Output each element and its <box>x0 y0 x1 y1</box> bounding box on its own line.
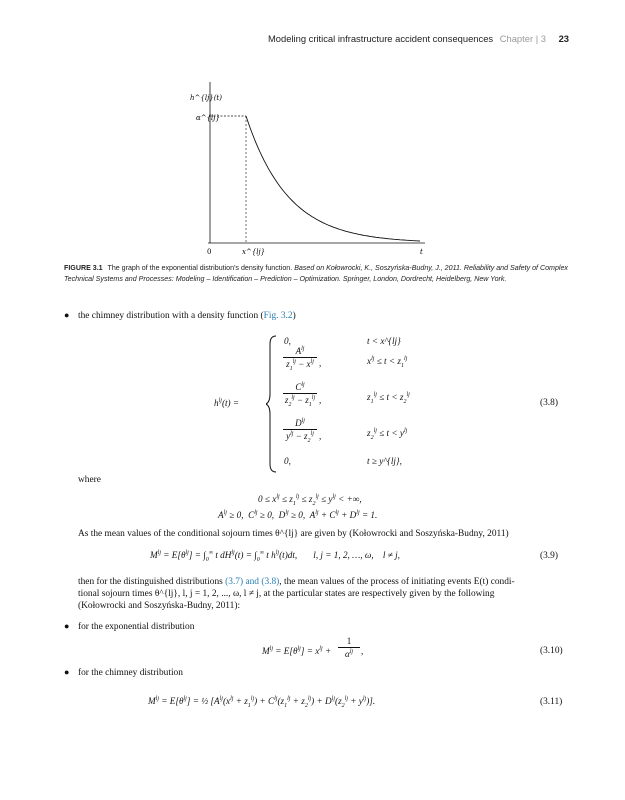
x-threshold-label: x^{lj} <box>242 248 266 256</box>
bullet-dot-1: ● <box>64 310 70 320</box>
eq310-number: (3.10) <box>540 646 563 656</box>
then-line-2: tional sojourn times θ^{lj}, l, j = 1, 2, ..., ω, l ≠ j, at the particular states are respectively given by the following <box>78 589 495 599</box>
where-label: where <box>78 475 101 485</box>
case4-condition: $z_2^{lj} \le t < y^{lj}$ <box>367 428 408 441</box>
eq39-number: (3.9) <box>540 551 558 561</box>
y-axis-label: h^{lj}(t) <box>190 94 222 102</box>
bullet-exponential: for the exponential distribution <box>78 622 195 632</box>
then-line-1: then for the distinguished distributions (3.7) and (3.8), the mean values of the process of initiating events E(t) condi- <box>78 577 515 587</box>
case5-value: 0, <box>284 456 291 466</box>
running-title: Modeling critical infrastructure accident consequences <box>268 33 494 44</box>
caption-label: FIGURE 3.1 <box>64 264 103 272</box>
figure-caption <box>64 263 570 285</box>
bullet-chimney-density: the chimney distribution with a density function (Fig. 3.2) <box>78 311 296 321</box>
exponential-density-figure <box>0 0 625 262</box>
bullet-dot-3: ● <box>64 667 70 677</box>
eq38-lhs: $h^{lj}(t)$ = <box>214 398 240 409</box>
eq311: $M^{lj} = E[\theta^{lj}]$ = ½ $[A^{lj}(x^{lj} + z_1^{lj}) + C^{lj}(z_1^{lj} + z_2^{lj}) + D^{lj}(z_2^{lj} + y^{lj})]$. <box>148 696 376 709</box>
eq311-number: (3.11) <box>540 697 563 707</box>
y-value-label: α^{lj} <box>196 114 220 122</box>
eq310: $M^{lj} = E[\theta^{lj}] = x^{lj}$ + <box>262 646 332 657</box>
eq38-brace <box>266 334 278 474</box>
case5-condition: t ≥ y^{lj}, <box>367 456 402 466</box>
case4-fraction: $D^{lj}$ $y^{lj} - z_2^{lj}$ <box>283 418 317 444</box>
case1-value: 0, <box>284 336 291 346</box>
page-number: 23 <box>558 33 569 44</box>
eq38-number: (3.8) <box>540 398 558 408</box>
exponential-curve <box>246 116 420 241</box>
mean-values-intro: As the mean values of the conditional sojourn times θ^{lj} are given by (Kołowrocki and Soszyńska-Budny, 2011) <box>78 529 509 539</box>
fig-3-2-link[interactable]: Fig. 3.2 <box>263 311 293 321</box>
x-origin-label: 0 <box>207 248 212 256</box>
case3-condition: $z_1^{lj} \le t < z_2^{lj}$ <box>367 392 410 405</box>
constraint-line-1: $0 \le x^{lj} \le z_1^{lj} \le z_2^{lj} \le y^{lj}$ < +∞, <box>258 494 362 507</box>
case2-condition: $x^{lj} \le t < z_1^{lj}$ <box>367 356 408 369</box>
then-line-3: (Kołowrocki and Soszyńska-Budny, 2011): <box>78 601 241 611</box>
case2-fraction: $A^{lj}$ $z_1^{lj} - x^{lj}$ <box>283 346 317 372</box>
eq-ref-link[interactable]: (3.7) and (3.8) <box>225 577 280 587</box>
eq310-fraction: 1 $\alpha^{lj}$ <box>338 636 360 659</box>
bullet-chimney: for the chimney distribution <box>78 668 183 678</box>
bullet-dot-2: ● <box>64 621 70 631</box>
caption-source: Based on Kołowrocki, K., Soszyńska-Budny, J., 2011. Reliability and Safety of Complex Technical Systems and Processes: Modeling – Identification – Prediction – Optimization. Springer, London, Dordrecht, Heidelberg, New York. <box>64 264 568 283</box>
constraint-line-2: $A^{lj} \ge 0$, $C^{lj} \ge 0$, $D^{lj} \ge 0$, $A^{lj} + C^{lj} + D^{lj} = 1$. <box>218 510 378 521</box>
chapter-label: Chapter | 3 <box>499 33 546 44</box>
caption-text: The graph of the exponential distribution's density function. <box>107 264 293 272</box>
case1-condition: t < x^{lj} <box>367 336 401 346</box>
eq39: $M^{lj} = E[\theta^{lj}] = \int_0^\infty$ t $dH^{lj}(t) = \int_0^\infty$ t $h^{lj}(t)dt$, l, j = 1, 2, …, ω, l ≠ j, <box>150 550 400 563</box>
case3-fraction: $C^{lj}$ $z_2^{lj} - z_1^{lj}$ <box>284 382 316 408</box>
x-axis-label: t <box>420 248 423 256</box>
